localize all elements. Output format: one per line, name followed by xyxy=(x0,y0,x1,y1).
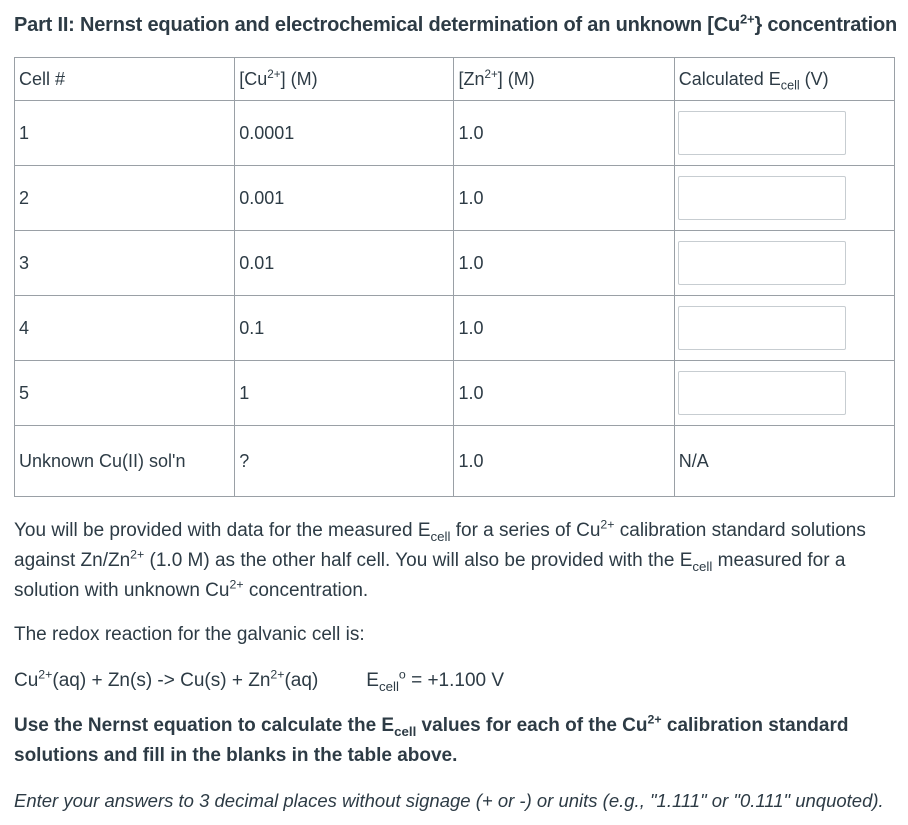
ecell-input-2[interactable] xyxy=(678,176,846,220)
page-title: Part II: Nernst equation and electrochemical determination of an unknown $[Cu^{2+}\}$ concentration xyxy=(14,11,898,36)
standard-potential: $E_{cell}^o = +1.100$ V xyxy=(366,667,505,694)
ecell-answer-cell xyxy=(674,231,894,296)
redox-reaction: $Cu^{2+}(aq) + Zn(s) -> Cu(s) + Zn^{2+}(aq) E_{cell}^o = +1.100$ V xyxy=(14,667,505,694)
table-row xyxy=(15,231,895,296)
zn-concentration: 1.0 xyxy=(454,101,674,166)
cu-concentration: 1 xyxy=(235,361,454,426)
ecell-input-3[interactable] xyxy=(678,241,846,285)
ecell-value: N/A xyxy=(674,426,894,497)
cell-number: 2 xyxy=(15,166,235,231)
table-row-unknown xyxy=(15,426,895,497)
header-cell-number: Cell # xyxy=(15,58,235,101)
ecell-answer-cell xyxy=(674,361,894,426)
calibration-table xyxy=(14,57,895,497)
ecell-input-1[interactable] xyxy=(678,111,846,155)
cell-number: 1 xyxy=(15,101,235,166)
zn-concentration: 1.0 xyxy=(454,361,674,426)
table-row xyxy=(15,296,895,361)
header-zn-concentration: $[Zn^{2+}]$ (M) xyxy=(454,58,674,101)
table-header-row xyxy=(15,58,895,101)
ecell-answer-cell xyxy=(674,101,894,166)
header-cu-concentration: $[Cu^{2+}]$ (M) xyxy=(235,58,454,101)
cu-concentration: ? xyxy=(235,426,454,497)
cu-concentration: 0.1 xyxy=(235,296,454,361)
cell-number: 4 xyxy=(15,296,235,361)
cell-number: Unknown Cu(II) sol'n xyxy=(15,426,235,497)
header-calculated-ecell: Calculated $E_{cell}$ (V) xyxy=(674,58,894,101)
cell-number: 5 xyxy=(15,361,235,426)
zn-concentration: 1.0 xyxy=(454,231,674,296)
intro-paragraph: You will be provided with data for the measured $E_{cell}$ for a series of $Cu^{2+}$ calibration standard solutions against $Zn/Zn^{2+}$ (1.0 M) as the other half cell. You will also be provided with the $E_{cell}$ measured for a solution with unknown $Cu^{2+}$ concentration. xyxy=(14,517,866,601)
redox-label: The redox reaction for the galvanic cell is: xyxy=(14,624,365,645)
cell-number: 3 xyxy=(15,231,235,296)
zn-concentration: 1.0 xyxy=(454,296,674,361)
ecell-input-4[interactable] xyxy=(678,306,846,350)
table-row xyxy=(15,361,895,426)
ecell-input-5[interactable] xyxy=(678,371,846,415)
zn-concentration: 1.0 xyxy=(454,166,674,231)
table-row xyxy=(15,166,895,231)
ecell-answer-cell xyxy=(674,296,894,361)
ecell-answer-cell xyxy=(674,166,894,231)
zn-concentration: 1.0 xyxy=(454,426,674,497)
cu-concentration: 0.001 xyxy=(235,166,454,231)
cu-concentration: 0.01 xyxy=(235,231,454,296)
instruction-text: Use the Nernst equation to calculate the $E_{cell}$ values for each of the $Cu^{2+}$ calibration standard solutions and fill in the blanks in the table above. xyxy=(14,712,849,766)
cu-concentration: 0.0001 xyxy=(235,101,454,166)
answer-format-note: Enter your answers to 3 decimal places without signage (+ or -) or units (e.g., "1.111" or "0.111" unquoted). xyxy=(14,790,884,811)
table-row xyxy=(15,101,895,166)
